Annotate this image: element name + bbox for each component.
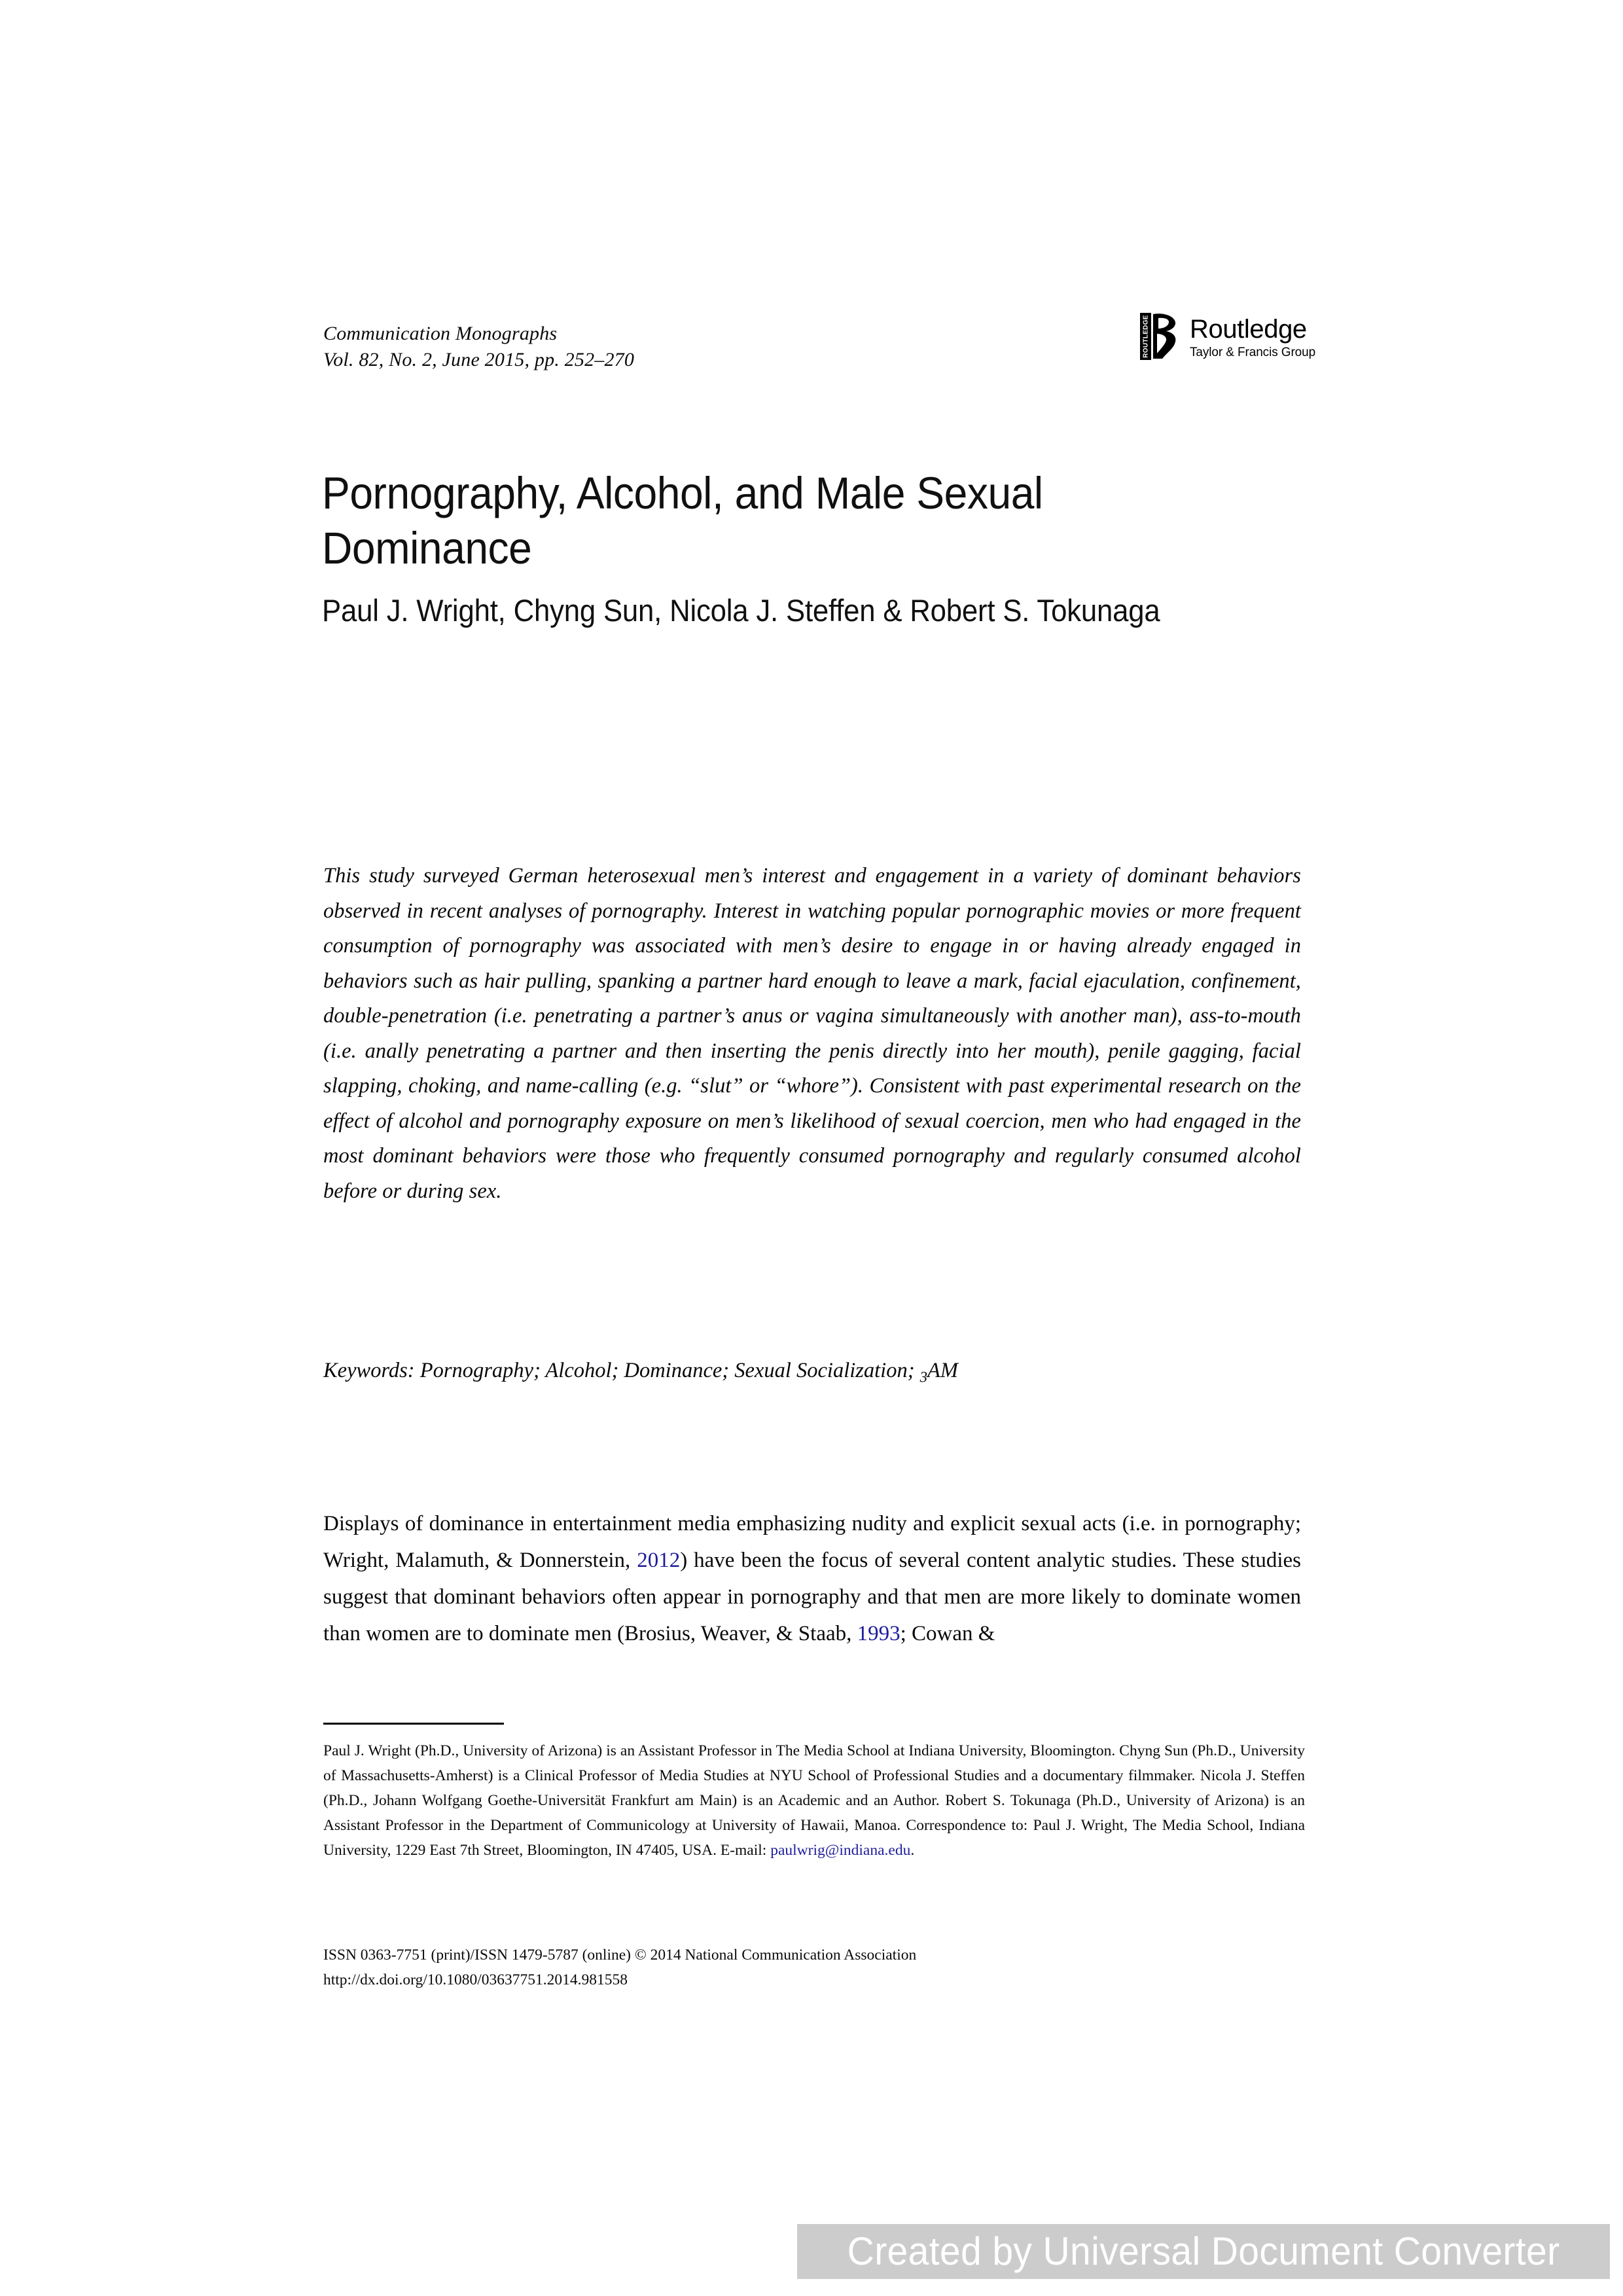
imprint-block (323, 1943, 1305, 1992)
title-block (322, 466, 1304, 631)
routledge-name: Routledge (1190, 315, 1307, 344)
body-segment-3: ; Cowan & (900, 1622, 995, 1645)
keywords-label: Keywords: (323, 1359, 415, 1382)
keywords-3am: AM (927, 1359, 958, 1382)
page-title: Pornography, Alcohol, and Male Sexual Dominance (322, 468, 1043, 573)
author-note-period: . (910, 1842, 915, 1859)
keywords-line (323, 1354, 1301, 1395)
issn-line: ISSN 0363-7751 (print)/ISSN 1479-5787 (online) © 2014 National Communication Association (323, 1946, 917, 1964)
doi-line: http://dx.doi.org/10.1080/03637751.2014.981558 (323, 1971, 628, 1988)
email-link[interactable]: paulwrig@indiana.edu (770, 1842, 911, 1859)
journal-name: Communication Monographs (323, 323, 558, 344)
routledge-r-glyph-icon (1150, 313, 1182, 360)
author-list: Paul J. Wright, Chyng Sun, Nicola J. Steffen & Robert S. Tokunaga (322, 593, 1160, 628)
routledge-mark-icon (1140, 313, 1182, 360)
citation-link-1993[interactable]: 1993 (857, 1622, 901, 1645)
watermark-text: Created by Universal Document Converter (847, 2229, 1560, 2273)
routledge-tagline: Taylor & Francis Group (1190, 346, 1316, 359)
body-segment-2: ) have been the focus of several content analytic studies. These studies suggest that dominant behaviors often appear in pornography and that men are more likely to dominate women than women are to dominate men (Brosius, Weaver, & Staab, (323, 1549, 1301, 1645)
author-note (323, 1738, 1305, 1863)
body-segment-1: Displays of dominance in entertainment media emphasizing nudity and explicit sexual acts (i.e. in pornography; Wright, Malamuth, & Donnerstein, (323, 1512, 1301, 1572)
author-note-text: Paul J. Wright (Ph.D., University of Arizona) is an Assistant Professor in The Media School at Indiana University, Bloomington. Chyng Sun (Ph.D., University of Massachusetts-Amherst) is a Clinical Professor of Media Studies at NYU School of Professional Studies and a documentary filmmaker. Nicola J. Steffen (Ph.D., Johann Wolfgang Goethe-Universität Frankfurt am Main) is an Academic and an Author. Robert S. Tokunaga (Ph.D., University of Arizona) is an Assistant Professor in the Department of Communicology at University of Hawaii, Manoa. Correspondence to: Paul J. Wright, The Media School, Indiana University, 1229 East 7th Street, Bloomington, IN 47405, USA. E-mail: (323, 1742, 1305, 1859)
routledge-vertical-bar (1140, 313, 1151, 360)
routledge-vertical-text: ROUTLEDGE (1142, 315, 1149, 358)
footnote-divider (323, 1723, 504, 1725)
keywords-values: Pornography; Alcohol; Dominance; Sexual Socialization; (419, 1359, 915, 1382)
abstract-text: This study surveyed German heterosexual men’s interest and engagement in a variety of dominant behaviors observed in recent analyses of pornography. Interest in watching popular pornographic movies or more frequent consumption of pornography was associated with men’s desire to engage in or having already engaged in behaviors such as hair pulling, spanking a partner hard enough to leave a mark, facial ejaculation, confinement, double-penetration (i.e. penetrating a partner’s anus or vagina simultaneously with another man), ass-to-mouth (i.e. anally penetrating a partner and then inserting the penis directly into her mouth), penile gagging, facial slapping, choking, and name-calling (e.g. “slut” or “whore”). Consistent with past experimental research on the effect of alcohol and pornography exposure on men’s likelihood of sexual coercion, men who had engaged in the most dominant behaviors were those who frequently consumed pornography and regularly consumed alcohol before or during sex. (323, 864, 1301, 1203)
routledge-wordmark (1190, 313, 1315, 361)
routledge-logo (1140, 313, 1315, 361)
watermark-banner (797, 2224, 1610, 2279)
journal-header (323, 321, 912, 373)
body-paragraph (323, 1505, 1301, 1652)
journal-issue-line: Vol. 82, No. 2, June 2015, pp. 252–270 (323, 349, 635, 370)
keywords-subscript: 3 (919, 1369, 928, 1386)
citation-link-2012[interactable]: 2012 (637, 1549, 681, 1572)
